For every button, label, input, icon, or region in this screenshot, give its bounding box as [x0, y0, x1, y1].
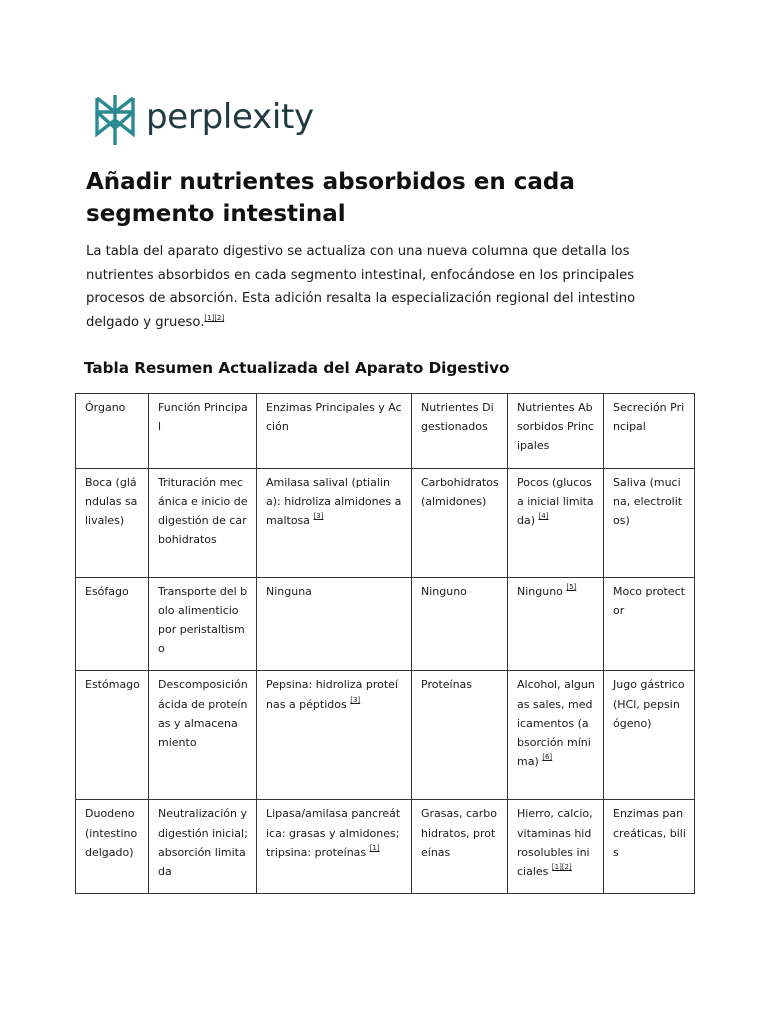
cell-text: Descomposición ácida de proteínas y almacenamiento — [158, 678, 248, 750]
cell-text: Moco protector — [613, 584, 685, 617]
table-cell — [149, 468, 257, 577]
table-cell — [604, 468, 695, 577]
column-header: Nutrientes Digestionados — [412, 394, 508, 469]
table-row — [76, 800, 695, 894]
citation-link[interactable]: [5] — [566, 582, 577, 591]
cell-text: Enzimas pancreáticas, bilis — [613, 807, 686, 859]
column-header: Función Principal — [149, 394, 257, 469]
cell-text: Neutralización y digestión inicial; absorción limitada — [158, 807, 248, 879]
citation-link[interactable]: [3] — [313, 512, 324, 521]
table-row — [76, 577, 695, 671]
cell-text: Trituración mecánica e inicio de digestión de carbohidratos — [158, 475, 248, 547]
citation-link[interactable]: [1][2] — [551, 863, 572, 872]
table-cell — [149, 800, 257, 894]
citation-link[interactable]: [4] — [538, 512, 549, 521]
cell-text: Ninguna — [266, 584, 312, 598]
table-cell — [257, 671, 412, 800]
column-header: Órgano — [76, 394, 149, 469]
brand-logo — [93, 94, 314, 146]
table-cell — [508, 577, 604, 671]
table-cell — [412, 671, 508, 800]
perplexity-logo-icon — [93, 94, 137, 146]
cell-text: Ninguno — [517, 584, 563, 598]
cell-text: Carbohidratos (almidones) — [421, 475, 499, 508]
table-cell — [76, 671, 149, 800]
column-header: Secreción Principal — [604, 394, 695, 469]
column-header: Enzimas Principales y Acción — [257, 394, 412, 469]
table-cell — [508, 800, 604, 894]
table-header-row — [76, 394, 695, 469]
table-cell — [508, 671, 604, 800]
cell-text: Alcohol, algunas sales, medicamentos (absorción mínima) — [517, 678, 595, 769]
cell-text: Lipasa/amilasa pancreática: grasas y almidones; tripsina: proteínas — [266, 807, 401, 859]
citation-link[interactable]: [3] — [350, 695, 361, 704]
cell-text: Saliva (mucina, electrolitos) — [613, 475, 683, 528]
page-title: Añadir nutrientes absorbidos en cada segmento intestinal — [86, 169, 575, 227]
cell-text: Estómago — [85, 678, 140, 692]
table-cell — [149, 671, 257, 800]
cell-text: Boca (glándulas salivales) — [85, 475, 138, 528]
intro-citation[interactable]: [1][2] — [204, 313, 225, 322]
brand-name: perplexity — [146, 97, 314, 137]
table-row — [76, 671, 695, 800]
cell-text: Pepsina: hidroliza proteínas a péptidos — [266, 678, 398, 711]
cell-text: Ninguno — [421, 584, 467, 598]
table-cell — [412, 577, 508, 671]
cell-text: Transporte del bolo alimenticio por peristaltismo — [158, 584, 248, 656]
cell-text: Hierro, calcio, vitaminas hidrosolubles iniciales — [517, 807, 593, 879]
table-cell — [412, 468, 508, 577]
table-row — [76, 468, 695, 577]
table-cell — [76, 468, 149, 577]
table-cell — [149, 577, 257, 671]
table-cell — [257, 800, 412, 894]
table-cell — [76, 577, 149, 671]
table-cell — [604, 800, 695, 894]
table-cell — [412, 800, 508, 894]
cell-text: Proteínas — [421, 678, 473, 692]
table-cell — [508, 468, 604, 577]
cell-text: Jugo gástrico (HCl, pepsinógeno) — [613, 678, 685, 730]
citation-link[interactable]: [1] — [369, 843, 380, 852]
table-body — [76, 394, 695, 894]
cell-text: Duodeno (intestino delgado) — [85, 807, 138, 859]
cell-text: Esófago — [85, 584, 129, 598]
column-header: Nutrientes Absorbidos Principales — [508, 394, 604, 469]
cell-text: Grasas, carbohidratos, proteínas — [421, 807, 498, 859]
citation-link[interactable]: [6] — [542, 753, 553, 762]
table-cell — [604, 577, 695, 671]
intro-paragraph — [86, 240, 686, 334]
table-cell — [257, 468, 412, 577]
table-cell — [76, 800, 149, 894]
table-cell — [257, 577, 412, 671]
cell-text: Pocos (glucosa inicial limitada) — [517, 475, 594, 528]
intro-text: La tabla del aparato digestivo se actualiza con una nueva columna que detalla los nutrientes absorbidos en cada segmento intestinal, enfocándose en los principales procesos de absorción. Esta adición resalta la especialización regional del intestino delgado y grueso. — [86, 244, 636, 330]
digestive-table — [75, 393, 695, 894]
table-title: Tabla Resumen Actualizada del Aparato Digestivo — [84, 359, 510, 377]
table-cell — [604, 671, 695, 800]
cell-text: Amilasa salival (ptialina): hidroliza almidones a maltosa — [266, 475, 402, 528]
